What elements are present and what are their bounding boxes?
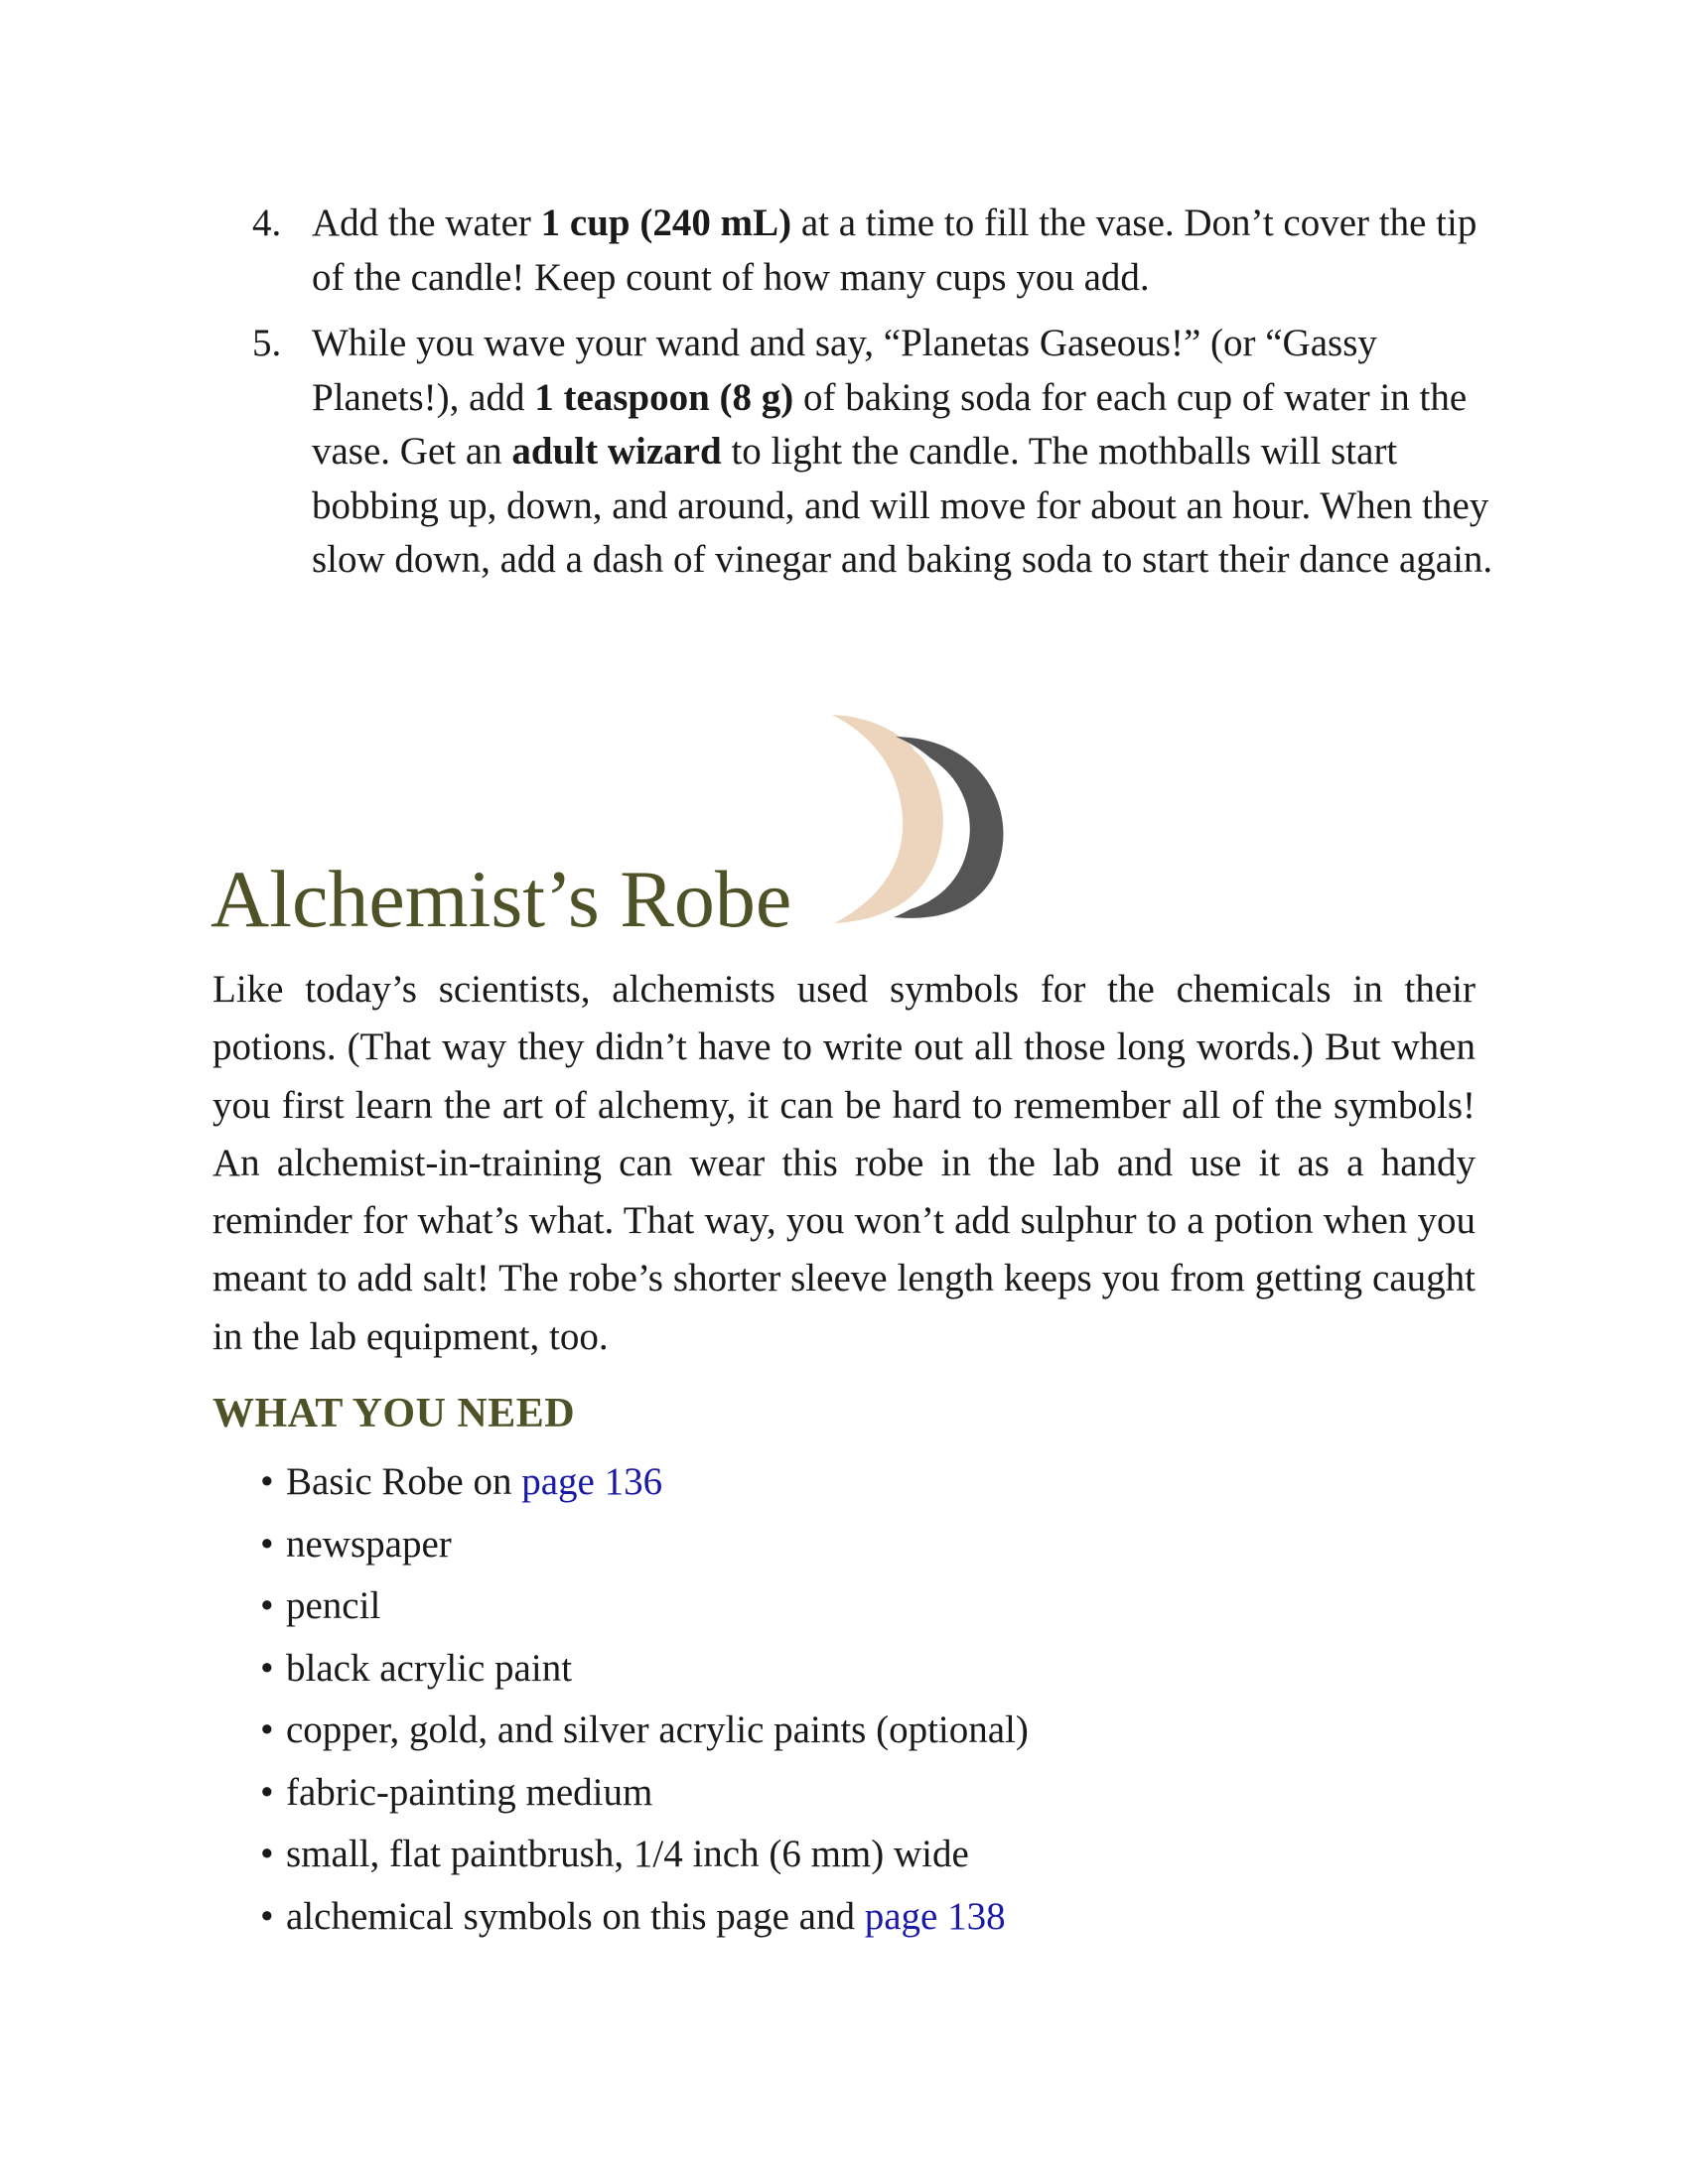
what-you-need-heading: WHAT YOU NEED: [212, 1391, 576, 1436]
list-item: • Basic Robe on page 136: [260, 1451, 1029, 1514]
page-138-link[interactable]: page 138: [864, 1894, 1006, 1938]
bold-adult-wizard: adult wizard: [511, 430, 722, 473]
list-item: • fabric-painting medium: [260, 1762, 1029, 1825]
page-136-link[interactable]: page 136: [521, 1460, 663, 1503]
list-item: • copper, gold, and silver acrylic paints (optional): [260, 1700, 1029, 1762]
crescent-moon-icon: [814, 709, 1033, 927]
bullet: •: [260, 1646, 274, 1690]
step-text: Add the water 1 cup (240 mL) at a time to fill the vase. Don’t cover the tip of the candle! Keep count of how many cups you add.: [312, 202, 1477, 299]
step-number: 4.: [252, 202, 282, 244]
step-text: While you wave your wand and say, “Planetas Gaseous!” (or “Gassy Planets!), add 1 teaspoon (8 g) of baking soda for each cup of water in the vase. Get an adult wizard to light the candle. The mothballs will start bobbing up, down, and around, and will move for about an hour. When they slow down, add a dash of vinegar and baking soda to start their dance again.: [312, 322, 1493, 581]
list-item: • newspaper: [260, 1514, 1029, 1576]
step-number: 5.: [252, 322, 282, 364]
bullet: •: [260, 1522, 274, 1566]
list-item: • alchemical symbols on this page and page 138: [260, 1886, 1029, 1949]
bold-quantity: 1 cup (240 mL): [540, 202, 792, 244]
list-item: • small, flat paintbrush, 1/4 inch (6 mm) wide: [260, 1824, 1029, 1886]
materials-list: [260, 1451, 1029, 1948]
bullet: •: [260, 1584, 274, 1627]
list-item: • pencil: [260, 1575, 1029, 1638]
bullet: •: [260, 1833, 274, 1875]
bullet: •: [260, 1894, 274, 1938]
bullet: •: [260, 1460, 274, 1503]
bullet: •: [260, 1708, 274, 1751]
bullet: •: [260, 1770, 274, 1814]
section-title: Alchemist’s Robe: [211, 854, 792, 944]
instruction-steps: [252, 197, 1493, 600]
step-item: [252, 317, 1493, 588]
intro-paragraph: Like today’s scientists, alchemists used symbols for the chemicals in their potions. (That way they didn’t have to write out all those long words.) But when you first learn the art of alchemy, it can be hard to remember all of the symbols! An alchemist-in-training can wear this robe in the lab and use it as a handy reminder for what’s what. That way, you won’t add sulphur to a potion when you meant to add salt! The robe’s shorter sleeve length keeps you from getting caught in the lab equipment, too.: [212, 968, 1476, 1358]
bold-quantity: 1 teaspoon (8 g): [534, 375, 794, 419]
list-item: • black acrylic paint: [260, 1638, 1029, 1701]
step-item: [252, 197, 1493, 305]
